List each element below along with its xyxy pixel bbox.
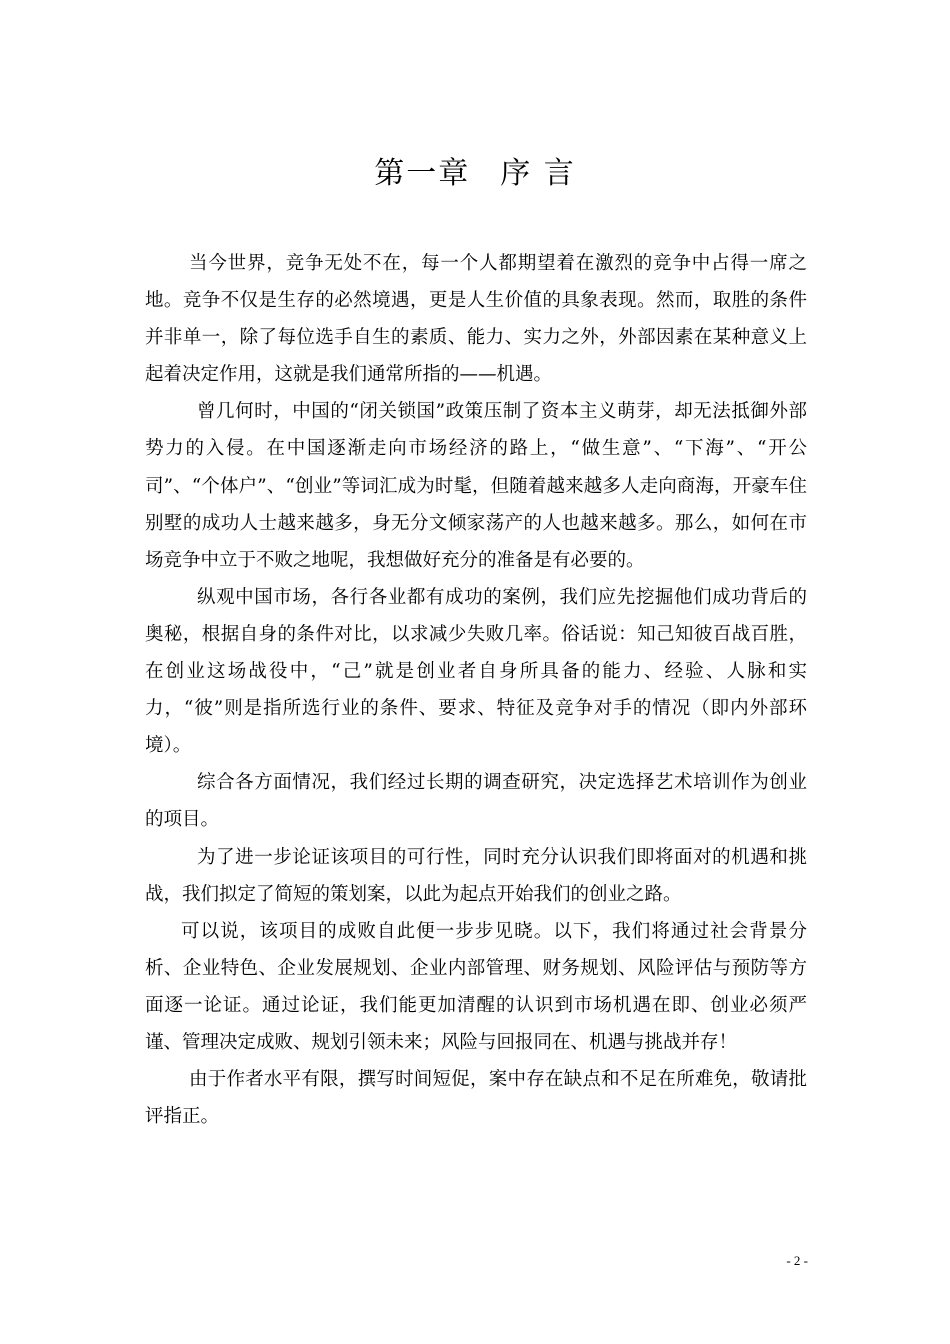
paragraph-5: 为了进一步论证该项目的可行性，同时充分认识我们即将面对的机遇和挑战，我们拟定了简短的策划案，以此为起点开始我们的创业之路。 [145, 846, 807, 905]
chapter-name: 序 言 [500, 156, 576, 191]
paragraph-1: 当今世界，竞争无处不在，每一个人都期望着在激烈的竞争中占得一席之地。竞争不仅是生存的必然境遇，更是人生价值的具象表现。然而，取胜的条件并非单一，除了每位选手自生的素质、能力、实力之外，外部因素在某种意义上起着决定作用，这就是我们通常所指的——机遇。 [145, 253, 807, 386]
paragraph-3: 纵观中国市场，各行各业都有成功的案例，我们应先挖掘他们成功背后的奥秘，根据自身的条件对比，以求减少失败几率。俗话说：知己知彼百战百胜，在创业这场战役中，“己”就是创业者自身所具备的能力、经验、人脉和实力，“彼”则是指所选行业的条件、要求、特征及竞争对手的情况（即内外部环境）。 [145, 586, 807, 757]
chapter-title [0, 154, 950, 194]
paragraph-2: 曾几何时，中国的“闭关锁国”政策压制了资本主义萌芽，却无法抵御外部势力的入侵。在中国逐渐走向市场经济的路上，“做生意”、“下海”、“开公司”、“个体户”、“创业”等词汇成为时髦，但随着越来越多人走向商海，开豪车住别墅的成功人士越来越多，身无分文倾家荡产的人也越来越多。那么，如何在市场竞争中立于不败之地呢，我想做好充分的准备是有必要的。 [145, 401, 807, 571]
paragraph-7: 由于作者水平有限，撰写时间短促，案中存在缺点和不足在所难免，敬请批评指正。 [145, 1069, 807, 1128]
paragraph-4: 综合各方面情况，我们经过长期的调查研究，决定选择艺术培训作为创业的项目。 [145, 772, 807, 831]
preface-body [145, 245, 807, 1135]
page-number: - 2 - [786, 1253, 808, 1268]
chapter-number: 第一章 [374, 156, 471, 191]
paragraph-6: 可以说，该项目的成败自此便一步步见晓。以下，我们将通过社会背景分析、企业特色、企业发展规划、企业内部管理、财务规划、风险评估与预防等方面逐一论证。通过论证，我们能更加清醒的认识到市场机遇在即、创业必须严谨、管理决定成败、规划引领未来；风险与回报同在、机遇与挑战并存！ [145, 920, 807, 1053]
